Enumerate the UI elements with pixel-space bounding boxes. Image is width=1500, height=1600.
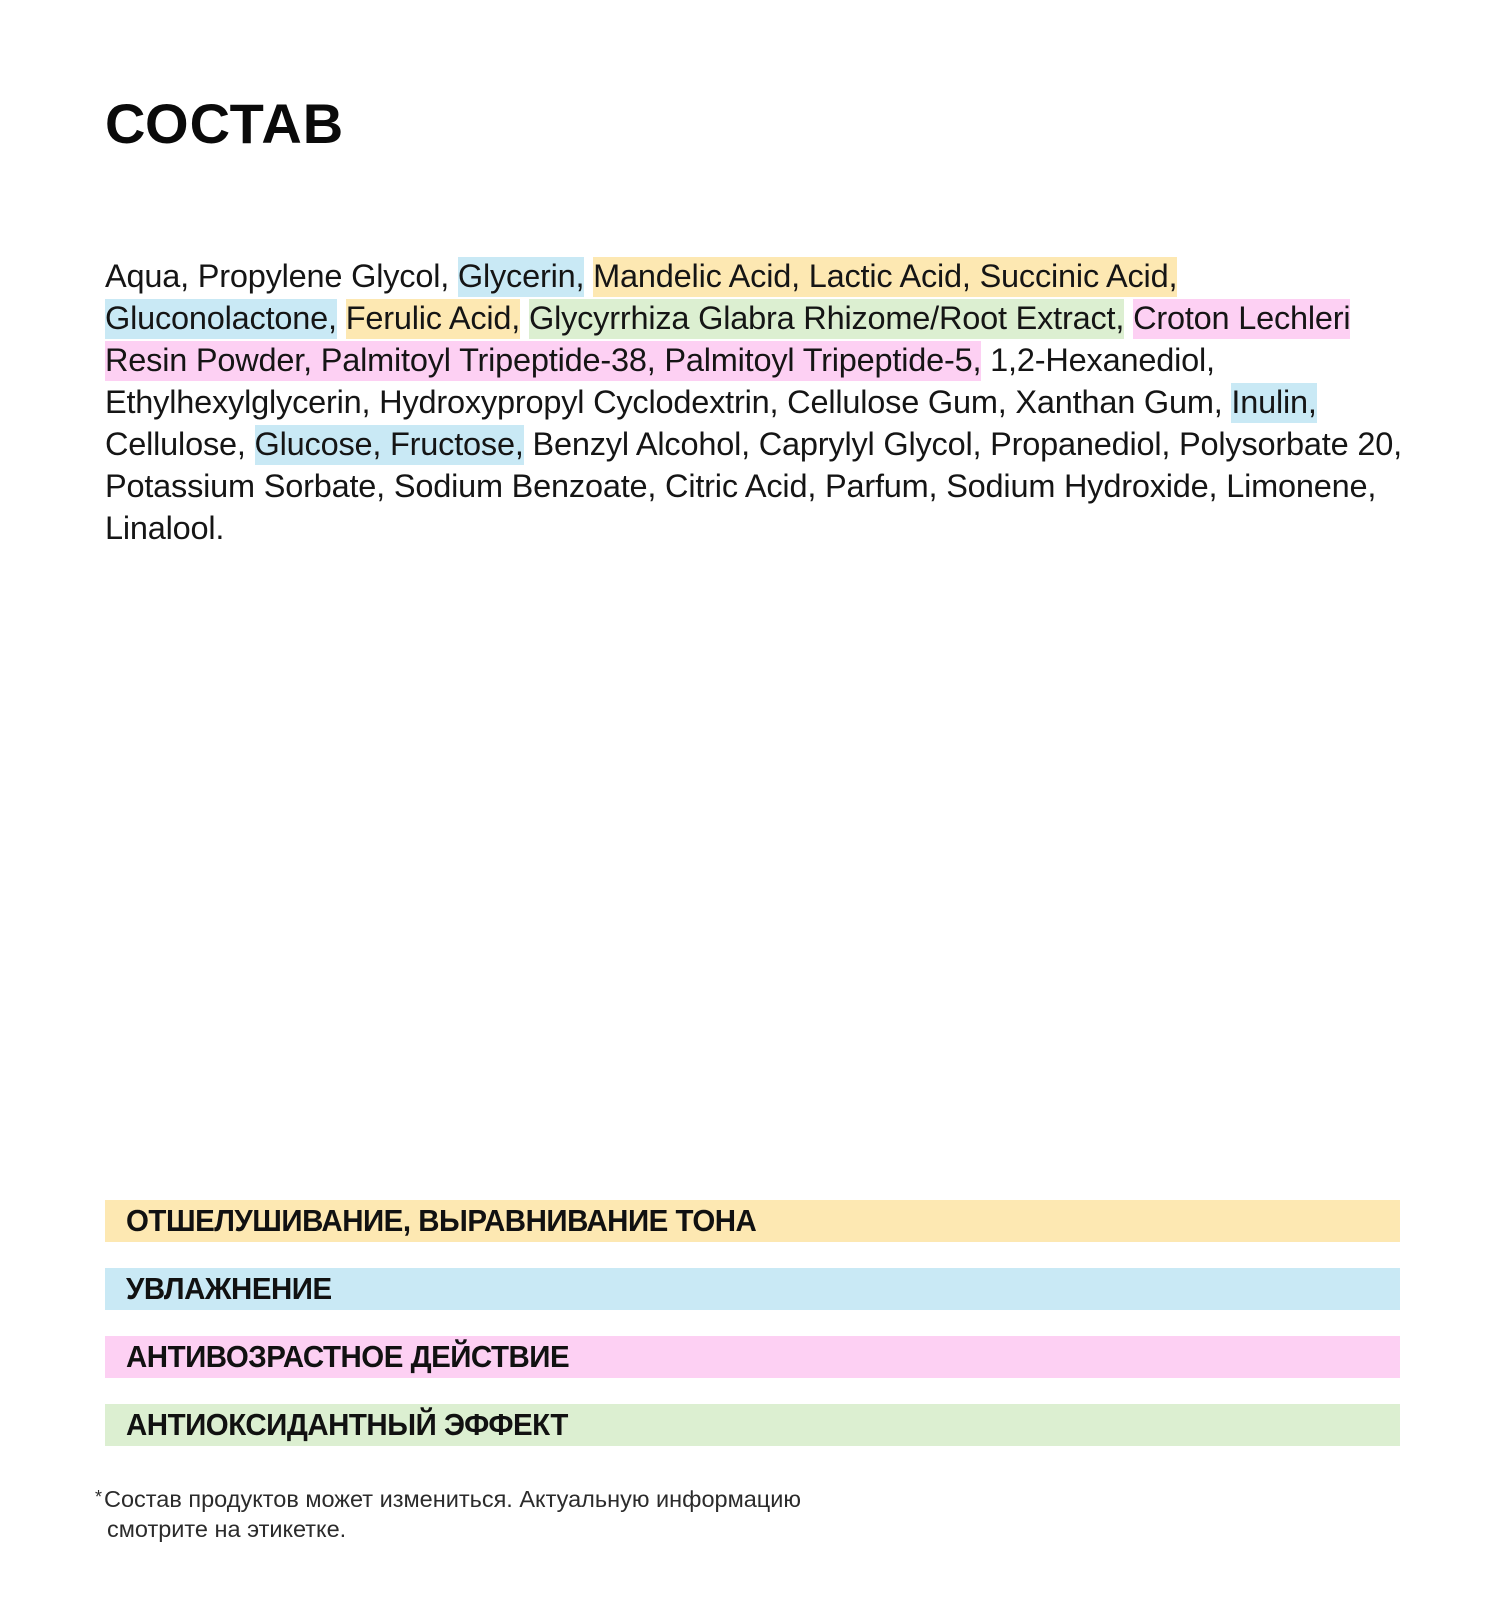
ingredient-highlight-exfoliation: Mandelic Acid, Lactic Acid, Succinic Acid, (593, 257, 1177, 297)
legend-label: АНТИВОЗРАСТНОЕ ДЕЙСТВИЕ (126, 1339, 570, 1374)
ingredient-highlight-moisture: Glucose, Fructose, (255, 425, 524, 465)
legend-item-antiage (105, 1336, 1400, 1378)
footnote-line-1: Состав продуктов может измениться. Актуальную информацию (104, 1486, 802, 1512)
footnote (95, 1484, 801, 1544)
ingredient-highlight-antiage: Croton Lechleri Resin Powder, Palmitoyl Tripeptide-38, Palmitoyl Tripeptide-5, (105, 299, 1350, 381)
ingredient-segment: Cellulose, (105, 426, 255, 462)
ingredient-segment (337, 300, 346, 336)
ingredient-segment (584, 258, 593, 294)
legend (105, 1200, 1400, 1472)
ingredient-segment (520, 300, 529, 336)
ingredient-highlight-moisture: Inulin, (1231, 383, 1316, 423)
page-title: СОСТАВ (105, 92, 345, 155)
ingredient-highlight-moisture: Glycerin, (458, 257, 584, 297)
legend-item-antioxidant (105, 1404, 1400, 1446)
ingredient-segment: Aqua, Propylene Glycol, (105, 258, 458, 294)
ingredient-segment: 1,2-Hexanediol, Ethylhexylglycerin, Hydroxypropyl Cyclodextrin, Cellulose Gum, Xanthan Gum, (105, 342, 1232, 420)
ingredient-highlight-antioxidant: Glycyrrhiza Glabra Rhizome/Root Extract, (529, 299, 1124, 339)
ingredients-list (105, 255, 1405, 549)
legend-item-moisture (105, 1268, 1400, 1310)
legend-item-exfoliation (105, 1200, 1400, 1242)
legend-label: ОТШЕЛУШИВАНИЕ, ВЫРАВНИВАНИЕ ТОНА (126, 1203, 757, 1238)
ingredient-segment (1124, 300, 1133, 336)
footnote-asterisk: * (95, 1487, 103, 1507)
ingredient-highlight-exfoliation: Ferulic Acid, (346, 299, 520, 339)
legend-label: УВЛАЖНЕНИЕ (126, 1271, 332, 1306)
ingredient-highlight-moisture: Gluconolactone, (105, 299, 337, 339)
footnote-line-2: смотрите на этикетке. (107, 1516, 347, 1542)
legend-label: АНТИОКСИДАНТНЫЙ ЭФФЕКТ (126, 1407, 568, 1442)
ingredient-segment: Benzyl Alcohol, Caprylyl Glycol, Propanediol, Polysorbate 20, Potassium Sorbate, Sodium Benzoate, Citric Acid, Parfum, Sodium Hydroxide, Limonene, Linalool. (105, 426, 1402, 546)
